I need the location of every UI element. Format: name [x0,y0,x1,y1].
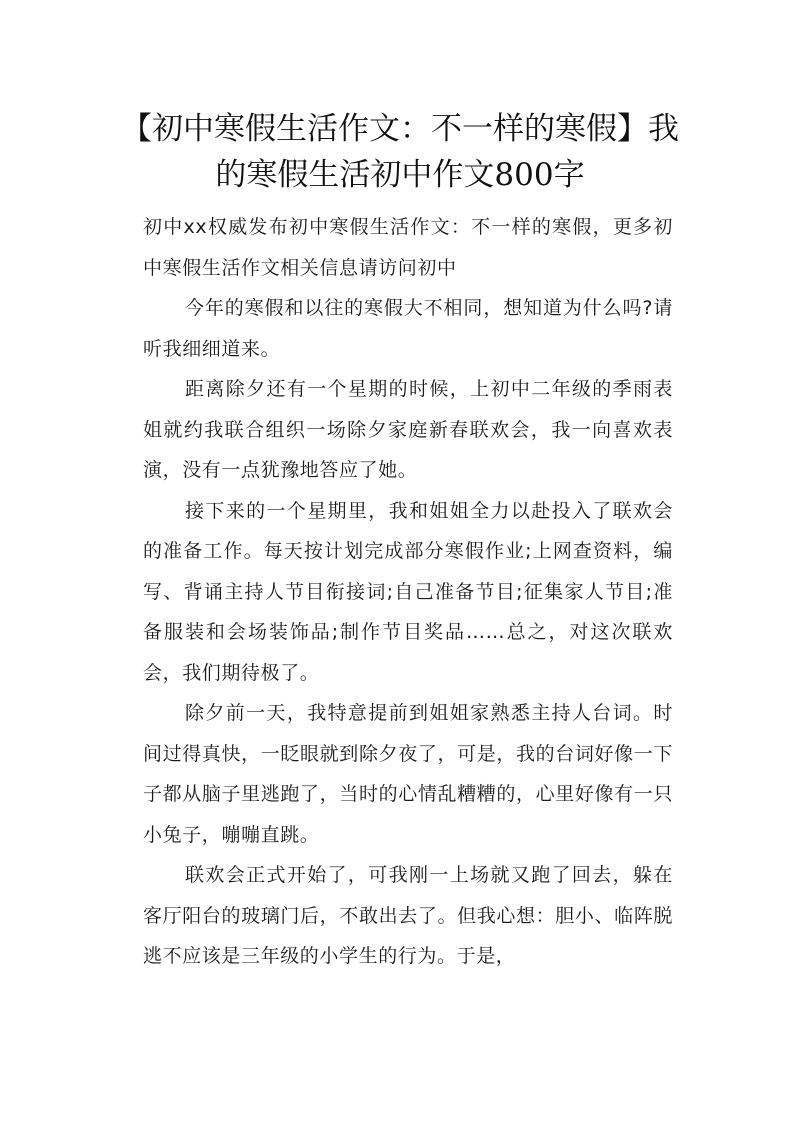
document-title: 【初中寒假生活作文：不一样的寒假】我的寒假生活初中作文800字 [121,111,679,193]
body-paragraph: 联欢会正式开始了，可我刚一上场就又跑了回去，躲在客厅阳台的玻璃门后，不敢出去了。但我心想：胆小、临阵脱逃不应该是三年级的小学生的行为。于是， [143,864,673,967]
body-paragraph: 除夕前一天，我特意提前到姐姐家熟悉主持人台词。时间过得真快，一眨眼就到除夕夜了，可是，我的台词好像一下子都从脑子里逃跑了，当时的心情乱糟糟的，心里好像有一只小兔子，嘣嘣直跳。 [143,702,673,846]
body-paragraph: 距离除夕还有一个星期的时候，上初中二年级的季雨表姐就约我联合组织一场除夕家庭新春联欢会，我一向喜欢表演，没有一点犹豫地答应了她。 [143,378,673,481]
body-paragraph: 今年的寒假和以往的寒假大不相同，想知道为什么吗?请听我细细道来。 [143,297,673,360]
intro-paragraph: 初中xx权威发布初中寒假生活作文：不一样的寒假，更多初中寒假生活作文相关信息请访问初中 [143,216,673,279]
body-paragraph: 接下来的一个星期里，我和姐姐全力以赴投入了联欢会的准备工作。每天按计划完成部分寒假作业;上网查资料，编写、背诵主持人节目衔接词;自己准备节目;征集家人节目;准备服装和会场装饰品;制作节目奖品……总之，对这次联欢会，我们期待极了。 [143,499,673,684]
document-body [143,207,673,977]
